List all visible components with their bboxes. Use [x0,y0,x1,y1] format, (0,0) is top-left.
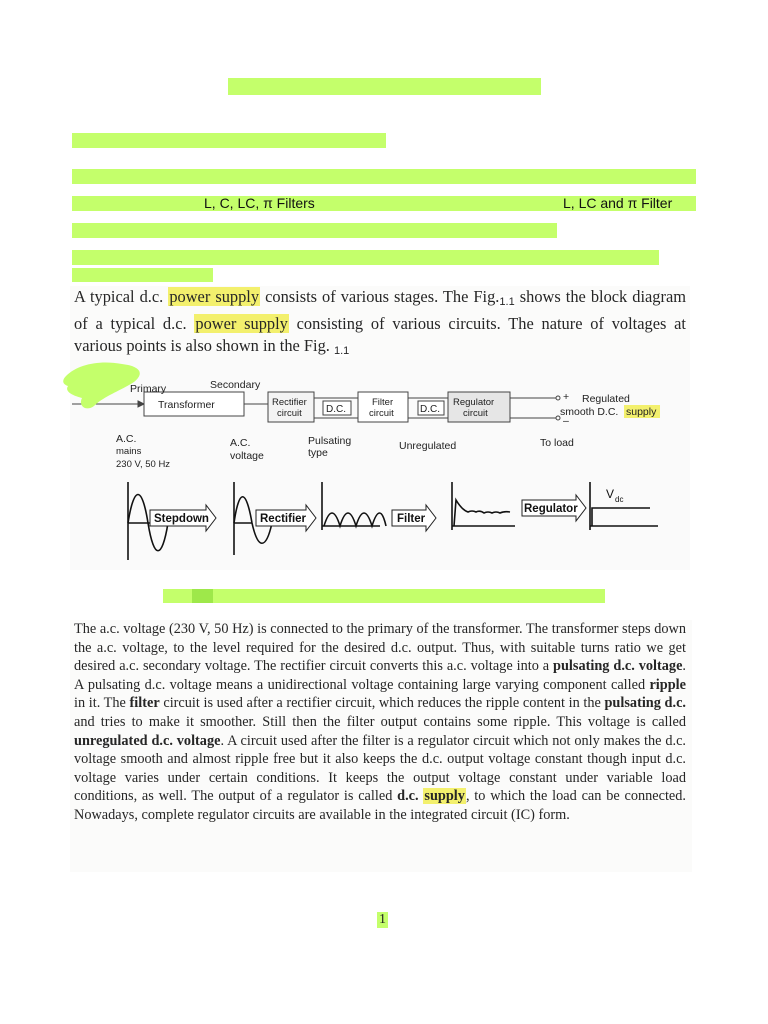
body-text: circuit is used after a rectifier circuit, which reduces the ripple content in the [163,695,601,712]
intro-text: A typical d.c. [74,287,164,306]
power-supply-highlight: power supply [169,287,260,306]
ac-mains-label-2: mains [116,446,142,457]
to-load-label: To load [540,437,574,449]
rectifier-circuit-label: Rectifier [272,397,307,408]
minus-sign: – [563,415,569,427]
unregulated-label: Unregulated [399,440,457,452]
pulsating-label: Pulsating [308,435,352,447]
dc-label-2: D.C. [420,404,440,415]
body-text: The a.c. voltage (230 V, 50 Hz) is connected to the primary of the transformer. The transformer steps down the a.c. voltage, to the level required for the desired d.c. output. Thus, with suitable turns ratio we get desired a.c. secondary voltage. The rectifier circuit converts this a.c. voltage into a [74,621,686,675]
body-bold: pulsating d.c. [604,695,686,712]
power-supply-block-diagram [70,360,690,570]
ac-mains-label: A.C. [116,433,137,445]
body-bold: unregulated d.c. voltage [74,732,221,749]
regulated-supply-label: supply [626,406,657,418]
regulated-label: Regulated [582,393,630,405]
regulated-label-2: smooth D.C. [560,406,619,418]
green-highlight-scribble [60,356,148,412]
ac-voltage-label-2: voltage [230,450,264,462]
filter-stage-label: Filter [397,513,426,525]
primary-label: Primary [130,383,167,395]
topic-right-label: L, LC and π Filter [563,195,673,211]
supply-highlight: supply [424,788,465,805]
regulator-stage-label: Regulator [524,503,578,515]
caption-highlight [163,589,605,603]
vdc-subscript: dc [615,495,624,504]
vdc-label: V [606,487,615,501]
ac-voltage-label: A.C. [230,437,251,449]
dc-label-1: D.C. [326,404,346,415]
body-bold: ripple [649,676,686,693]
title-highlight [228,78,541,95]
topic-left-label: L, C, LC, π Filters [204,195,315,211]
body-text: , to which the load can be connected. Nowadays, complete regulator circuits are available in the integrated circuit (IC) form. [74,788,687,823]
line-highlight-3 [72,223,557,238]
intro-text: shows the block diagram of a typical d.c. [74,287,686,333]
stepdown-label: Stepdown [154,513,209,525]
figure-reference: 1.1 [334,345,350,357]
intro-paragraph [70,286,690,362]
body-bold: filter [129,695,160,712]
filter-circuit-label: Filter [372,397,394,408]
line-highlight-4 [72,250,659,265]
rectifier-circuit-label-2: circuit [277,408,302,419]
power-supply-highlight: power supply [195,314,288,333]
body-text: . A circuit used after the filter is a regulator circuit which not only makes the d.c. voltage smooth and almost ripple free but it also keeps the d.c. output voltage constant though input d.c. voltage varies under certain conditions. It keeps the output voltage constant under variable load conditions, as well. The output of a regulator is called [74,732,686,805]
heading-highlight [72,133,386,148]
ac-mains-label-3: 230 V, 50 Hz [116,459,171,470]
line-highlight-5 [72,268,213,282]
filter-circuit-label-2: circuit [369,408,394,419]
secondary-label: Secondary [210,379,261,391]
page-number: 1 [379,912,386,927]
regulator-circuit-label-2: circuit [463,408,488,419]
body-bold: d.c. [397,788,419,805]
body-paragraph [70,620,692,872]
body-bold: pulsating d.c. voltage [553,658,683,675]
body-text: . A pulsating d.c. voltage means a unidirectional voltage containing large varying component called [74,658,686,693]
caption-highlight-dark [192,589,213,603]
pulsating-label-2: type [308,447,328,459]
figure-reference: 1.1 [499,296,515,308]
transformer-label: Transformer [158,399,215,411]
regulator-circuit-label: Regulator [453,397,495,408]
intro-text: consisting of various circuits. The nature of voltages at various points is also shown in the Fig. [74,314,686,355]
rectifier-stage-label: Rectifier [260,513,307,525]
body-text: and tries to make it smoother. Still then the filter output contains some ripple. This voltage is called [74,713,686,730]
body-text: in it. The [74,695,126,712]
intro-text: consists of various stages. The Fig. [265,287,500,306]
line-highlight-1 [72,169,696,184]
plus-sign: + [563,391,570,403]
